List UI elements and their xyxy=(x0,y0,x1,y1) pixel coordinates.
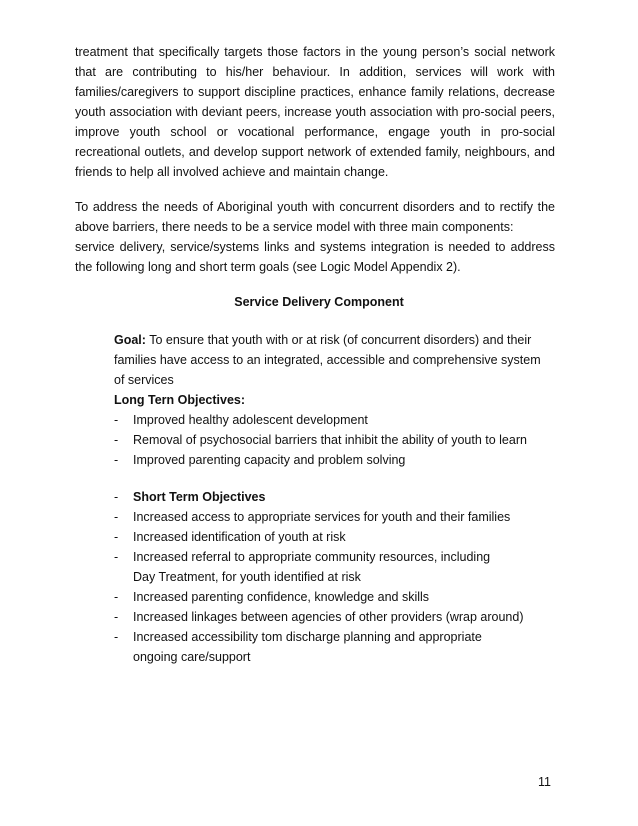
text-line: service delivery, service/systems links and systems integration is needed to address xyxy=(75,240,555,254)
text-line: To address the needs of Aboriginal youth with concurrent disorders and to rectify the xyxy=(75,200,555,214)
list-item xyxy=(114,527,554,547)
list-item-text: Improved healthy adolescent development xyxy=(133,413,368,427)
list-item xyxy=(114,487,554,507)
goal-text: To ensure that youth with or at risk (of concurrent disorders) and their families have access to an integrated, accessible and comprehensive system of services xyxy=(114,333,541,387)
list-item-text: Improved parenting capacity and problem solving xyxy=(133,453,406,467)
long-term-list xyxy=(114,410,554,470)
dash-bullet: - xyxy=(114,413,119,427)
paragraph-treatment xyxy=(75,42,555,182)
list-item-text: Increased identification of youth at risk xyxy=(133,530,346,544)
list-item xyxy=(114,507,554,527)
list-item-text: Increased parenting confidence, knowledge and skills xyxy=(133,590,430,604)
section-heading: Service Delivery Component xyxy=(234,295,404,309)
list-item xyxy=(114,627,554,667)
list-item-text: Removal of psychosocial barriers that inhibit the ability of youth to learn xyxy=(133,433,527,447)
list-item-text: Increased referral to appropriate community resources, including Day Treatment, for youth identified at risk xyxy=(133,550,491,584)
text-line: the following long and short term goals (see Logic Model Appendix 2). xyxy=(75,260,461,274)
text-line: treatment that specifically targets those factors in the young person’s social network xyxy=(75,45,555,59)
dash-bullet: - xyxy=(114,610,119,624)
dash-bullet: - xyxy=(114,433,119,447)
text-line: above barriers, there needs to be a service model with three main components: xyxy=(75,220,514,234)
short-term-list xyxy=(114,507,554,667)
list-item xyxy=(114,430,554,450)
dash-bullet: - xyxy=(114,550,119,564)
dash-bullet: - xyxy=(114,630,119,644)
short-term-heading-row xyxy=(114,487,554,507)
text-line: that are contributing to his/her behaviour. In addition, services will work with xyxy=(75,65,555,79)
text-line: youth association with deviant peers, increase youth association with pro-social peers, xyxy=(75,105,555,119)
goal-statement xyxy=(114,330,554,390)
dash-bullet: - xyxy=(114,453,119,467)
list-item xyxy=(114,410,554,430)
list-item-text: Increased access to appropriate services for youth and their families xyxy=(133,510,511,524)
dash-bullet: - xyxy=(114,510,119,524)
text-line: families/caregivers to support discipline practices, enhance family relations, decrease xyxy=(75,85,555,99)
long-term-heading: Long Tern Objectives: xyxy=(114,393,246,407)
text-line: friends to help all involved achieve and maintain change. xyxy=(75,165,389,179)
list-item xyxy=(114,547,554,587)
page-number: 11 xyxy=(538,775,551,789)
list-item xyxy=(114,450,554,470)
dash-bullet: - xyxy=(114,490,119,504)
dash-bullet: - xyxy=(114,530,119,544)
short-term-heading: Short Term Objectives xyxy=(133,490,266,504)
list-item-text: Increased accessibility tom discharge planning and appropriate ongoing care/support xyxy=(133,630,482,664)
paragraph-aboriginal-youth xyxy=(75,197,555,277)
list-item xyxy=(114,587,554,607)
list-item xyxy=(114,607,554,627)
dash-bullet: - xyxy=(114,590,119,604)
goal-label: Goal: xyxy=(114,333,146,347)
text-line: improve youth school or vocational performance, engage youth in pro-social xyxy=(75,125,555,139)
list-item-text: Increased linkages between agencies of other providers (wrap around) xyxy=(133,610,524,624)
text-line: recreational outlets, and develop support network of extended family, neighbours, and xyxy=(75,145,555,159)
